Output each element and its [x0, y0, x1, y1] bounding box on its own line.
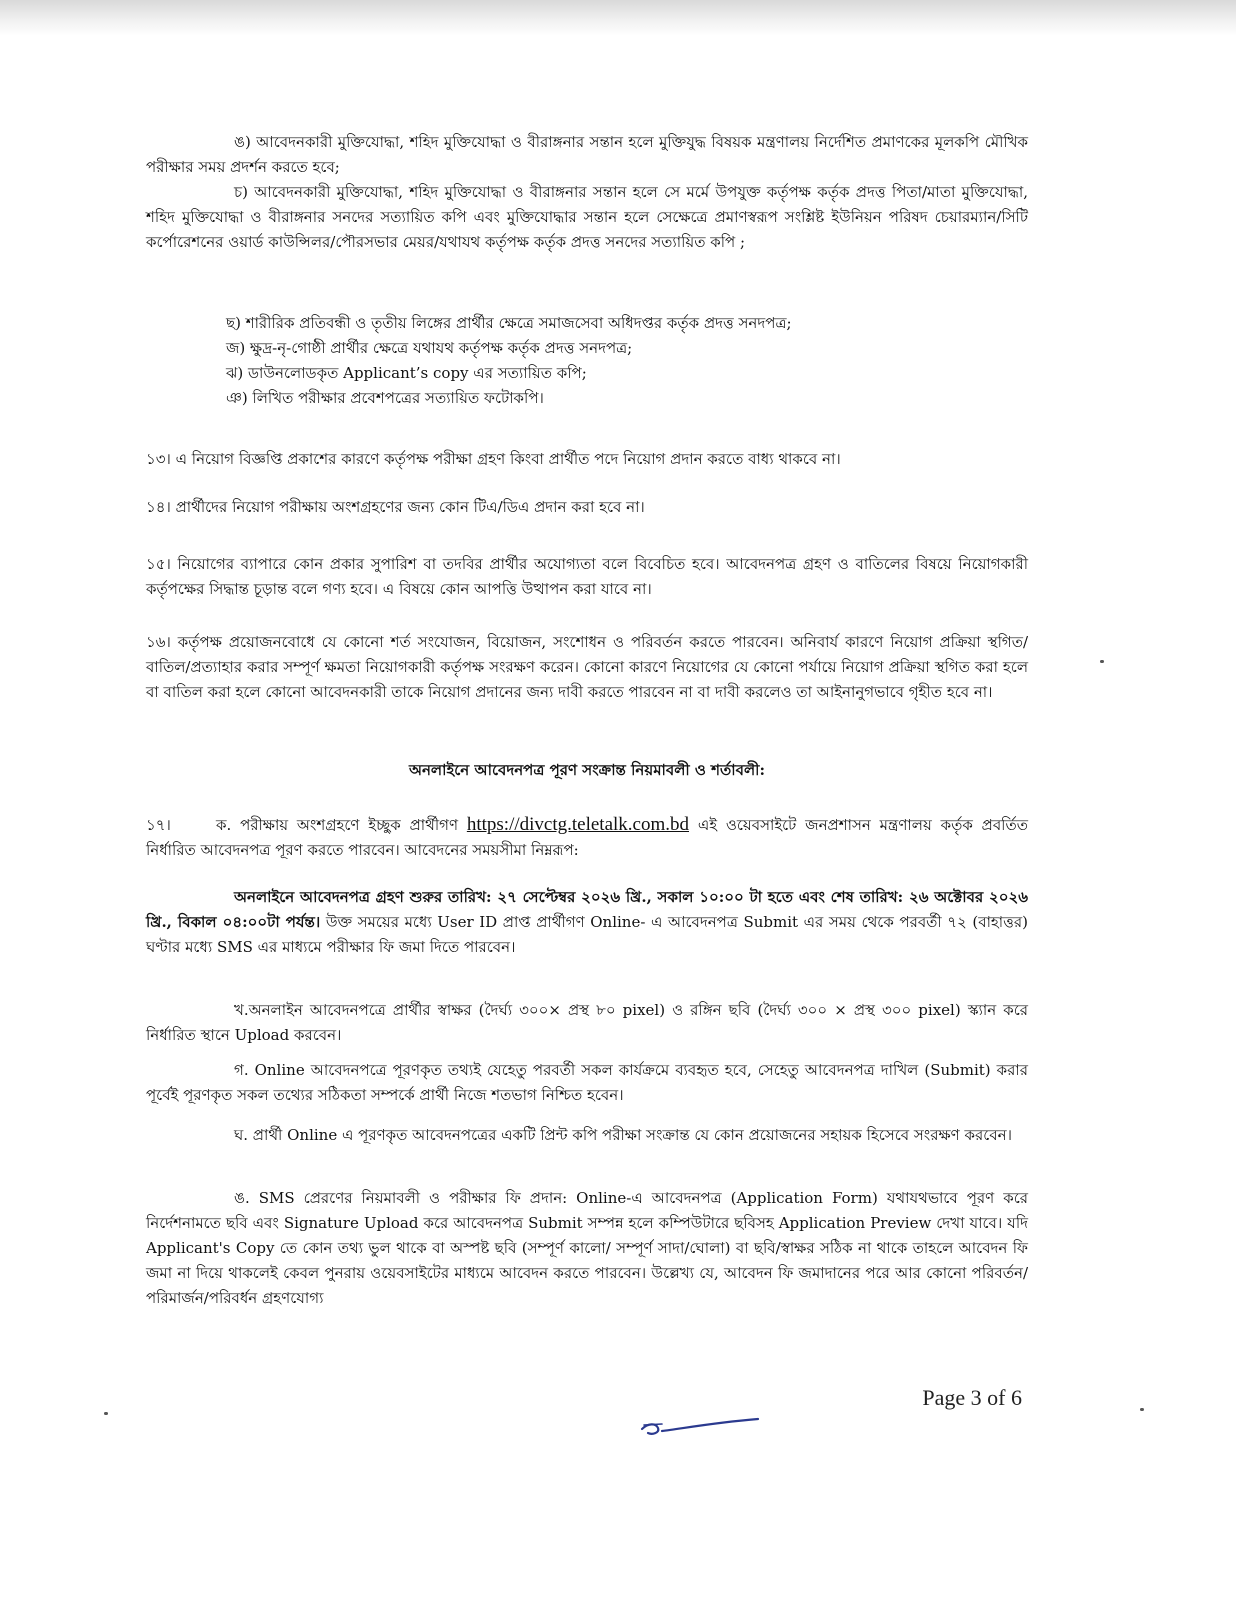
application-dates-rest: উক্ত সময়ের মধ্যে User ID প্রাপ্ত প্রার্থীগণ Online- এ আবেদনপত্র Submit এর সময় থেকে পরবর্তী ৭২ (বাহাত্তর) ঘণ্টার মধ্যে SMS এর মাধ্যমে পরীক্ষার ফি জমা দিতে পারবেন। — [146, 913, 1028, 956]
application-dates-bold: অনলাইনে আবেদনপত্র গ্রহণ শুরুর তারিখ: ২৭ সেপ্টেম্বর ২০২৬ খ্রি., সকাল ১০:০০ টা হতে এবং শেষ তারিখ: ২৬ অক্টোবর ২০২৬ খ্রি., বিকাল ০৪:০০টা পর্যন্ত। — [146, 888, 1028, 931]
website-link[interactable]: https://divctg.teletalk.com.bd — [466, 814, 689, 835]
clause-17b: খ.অনলাইন আবেদনপত্রে প্রার্থীর স্বাক্ষর (দৈর্ঘ্য ৩০০× প্রস্থ ৮০ pixel) ও রঙ্গিন ছবি (দৈর্ঘ্য ৩০০ × প্রস্থ ৩০০ pixel) স্ক্যান করে নির্ধারিত স্থানে Upload করবেন। — [146, 1001, 1028, 1044]
item-ch: চ) আবেদনকারী মুক্তিযোদ্ধা, শহিদ মুক্তিযোদ্ধা ও বীরাঙ্গনার সন্তান হলে সে মর্মে উপযুক্ত কর্তৃপক্ষ কর্তৃক প্রদত্ত পিতা/মাতা মুক্তিযোদ্ধা, শহিদ মুক্তিযোদ্ধা ও বীরাঙ্গনার সনদের সত্যায়িত কপি এবং মুক্তিযোদ্ধার সন্তান হলে সেক্ষেত্রে প্রমাণস্বরূপ সংশ্লিষ্ট ইউনিয়ন পরিষদ চেয়ারম্যান/সিটি কর্পোরেশনের ওয়ার্ড কাউন্সিলর/পৌরসভার মেয়র/যথাযথ কর্তৃপক্ষ কর্তৃক প্রদত্ত সনদের সত্যায়িত কপি ; — [146, 183, 1028, 251]
clause-15: ১৫। নিয়োগের ব্যাপারে কোন প্রকার সুপারিশ বা তদবির প্রার্থীর অযোগ্যতা বলে বিবেচিত হবে। আবেদনপত্র গ্রহণ ও বাতিলের বিষয়ে নিয়োগকারী কর্তৃপক্ষের সিদ্ধান্ত চূড়ান্ত বলে গণ্য হবে। এ বিষয়ে কোন আপত্তি উত্থাপন করা যাবে না। — [146, 555, 1028, 598]
clause-17a — [146, 812, 1028, 863]
clause-17e: ঙ. SMS প্রেরণের নিয়মাবলী ও পরীক্ষার ফি প্রদান: Online-এ আবেদনপত্র (Application Form) যথাযথভাবে পূরণ করে নির্দেশনামতে ছবি এবং Signature Upload করে আবেদনপত্র Submit সম্পন্ন হলে কম্পিউটারে ছবিসহ Application Preview দেখা যাবে। যদি Applicant's Copy তে কোন তথ্য ভুল থাকে বা অস্পষ্ট ছবি (সম্পূর্ণ কালো/ সম্পূর্ণ সাদা/ঘোলা) বা ছবি/স্বাক্ষর সঠিক না থাকে তাহলে আবেদন ফি জমা না দিয়ে থাকলেই কেবল পুনরায় ওয়েবসাইটের মাধ্যমে আবেদন করতে পারবেন। উল্লেখ্য যে, আবেদন ফি জমাদানের পরে আর কোনো পরিবর্তন/পরিমার্জন/পরিবর্ধন গ্রহণযোগ্য — [146, 1189, 1028, 1307]
item-j: জ) ক্ষুদ্র-নৃ-গোষ্ঠী প্রার্থীর ক্ষেত্রে যথাযথ কর্তৃপক্ষ কর্তৃক প্রদত্ত সনদপত্র; — [226, 339, 633, 357]
scan-speck — [1140, 1408, 1144, 1411]
page-number: Page 3 of 6 — [922, 1385, 1022, 1410]
item-jh: ঝ) ডাউনলোডকৃত Applicant’s copy এর সত্যায়িত কপি; — [226, 364, 587, 382]
clause-17a-text-pre: ক. পরীক্ষায় অংশগ্রহণে ইচ্ছুক প্রার্থীগণ — [216, 816, 459, 834]
clause-14: ১৪। প্রার্থীদের নিয়োগ পরীক্ষায় অংশগ্রহণের জন্য কোন টিএ/ডিএ প্রদান করা হবে না। — [146, 498, 645, 516]
clause-17c: গ. Online আবেদনপত্রে পূরণকৃত তথ্যই যেহেতু পরবর্তী সকল কার্যক্রমে ব্যবহৃত হবে, সেহেতু আবেদনপত্র দাখিল (Submit) করার পূর্বেই পূরণকৃত সকল তথ্যের সঠিকতা সম্পর্কে প্রার্থী নিজে শতভাগ নিশ্চিত হবেন। — [146, 1061, 1028, 1104]
clause-13: ১৩। এ নিয়োগ বিজ্ঞপ্তি প্রকাশের কারণে কর্তৃপক্ষ পরীক্ষা গ্রহণ কিংবা প্রার্থীত পদে নিয়োগ প্রদান করতে বাধ্য থাকবে না। — [146, 450, 841, 468]
scan-speck — [104, 1412, 108, 1415]
section-heading: অনলাইনে আবেদনপত্র পূরণ সংক্রান্ত নিয়মাবলী ও শর্তাবলী: — [408, 761, 766, 779]
item-chh: ছ) শারীরিক প্রতিবন্ধী ও তৃতীয় লিঙ্গের প্রার্থীর ক্ষেত্রে সমাজসেবা অধিদপ্তর কর্তৃক প্রদত্ত সনদপত্র; — [226, 314, 792, 332]
signature-mark — [640, 1415, 770, 1445]
application-dates — [146, 885, 1028, 960]
item-ng: ঙ) আবেদনকারী মুক্তিযোদ্ধা, শহিদ মুক্তিযোদ্ধা ও বীরাঙ্গনার সন্তান হলে মুক্তিযুদ্ধ বিষয়ক মন্ত্রণালয় নির্দেশিত প্রমাণকের মূলকপি মৌখিক পরীক্ষার সময় প্রদর্শন করতে হবে; — [146, 133, 1028, 176]
item-ny: ঞ) লিখিত পরীক্ষার প্রবেশপত্রের সত্যায়িত ফটোকপি। — [226, 389, 544, 407]
scan-speck — [1100, 660, 1104, 663]
clause-17d: ঘ. প্রার্থী Online এ পূরণকৃত আবেদনপত্রের একটি প্রিন্ট কপি পরীক্ষা সংক্রান্ত যে কোন প্রয়োজনের সহায়ক হিসেবে সংরক্ষণ করবেন। — [234, 1126, 1012, 1144]
clause-17a-text-post: এই ওয়েবসাইটে জনপ্রশাসন মন্ত্রণালয় কর্তৃক প্রবর্তিত নির্ধারিত আবেদনপত্র পূরণ করতে পারবেন। আবেদনের সময়সীমা নিম্নরূপ: — [146, 816, 1028, 859]
clause-number: ১৭। — [146, 816, 171, 834]
clause-16: ১৬। কর্তৃপক্ষ প্রয়োজনবোধে যে কোনো শর্ত সংযোজন, বিয়োজন, সংশোধন ও পরিবর্তন করতে পারবেন। অনিবার্য কারণে নিয়োগ প্রক্রিয়া স্থগিত/বাতিল/প্রত্যাহার করার সম্পূর্ণ ক্ষমতা নিয়োগকারী কর্তৃপক্ষ সংরক্ষণ করেন। কোনো কারণে নিয়োগের যে কোনো পর্যায়ে নিয়োগ প্রক্রিয়া স্থগিত করা হলে বা বাতিল করা হলে কোনো আবেদনকারী তাকে নিয়োগ প্রদানের জন্য দাবী করতে পারবেন না বা দাবী করলেও তা আইনানুগভাবে গৃহীত হবে না। — [146, 633, 1028, 701]
